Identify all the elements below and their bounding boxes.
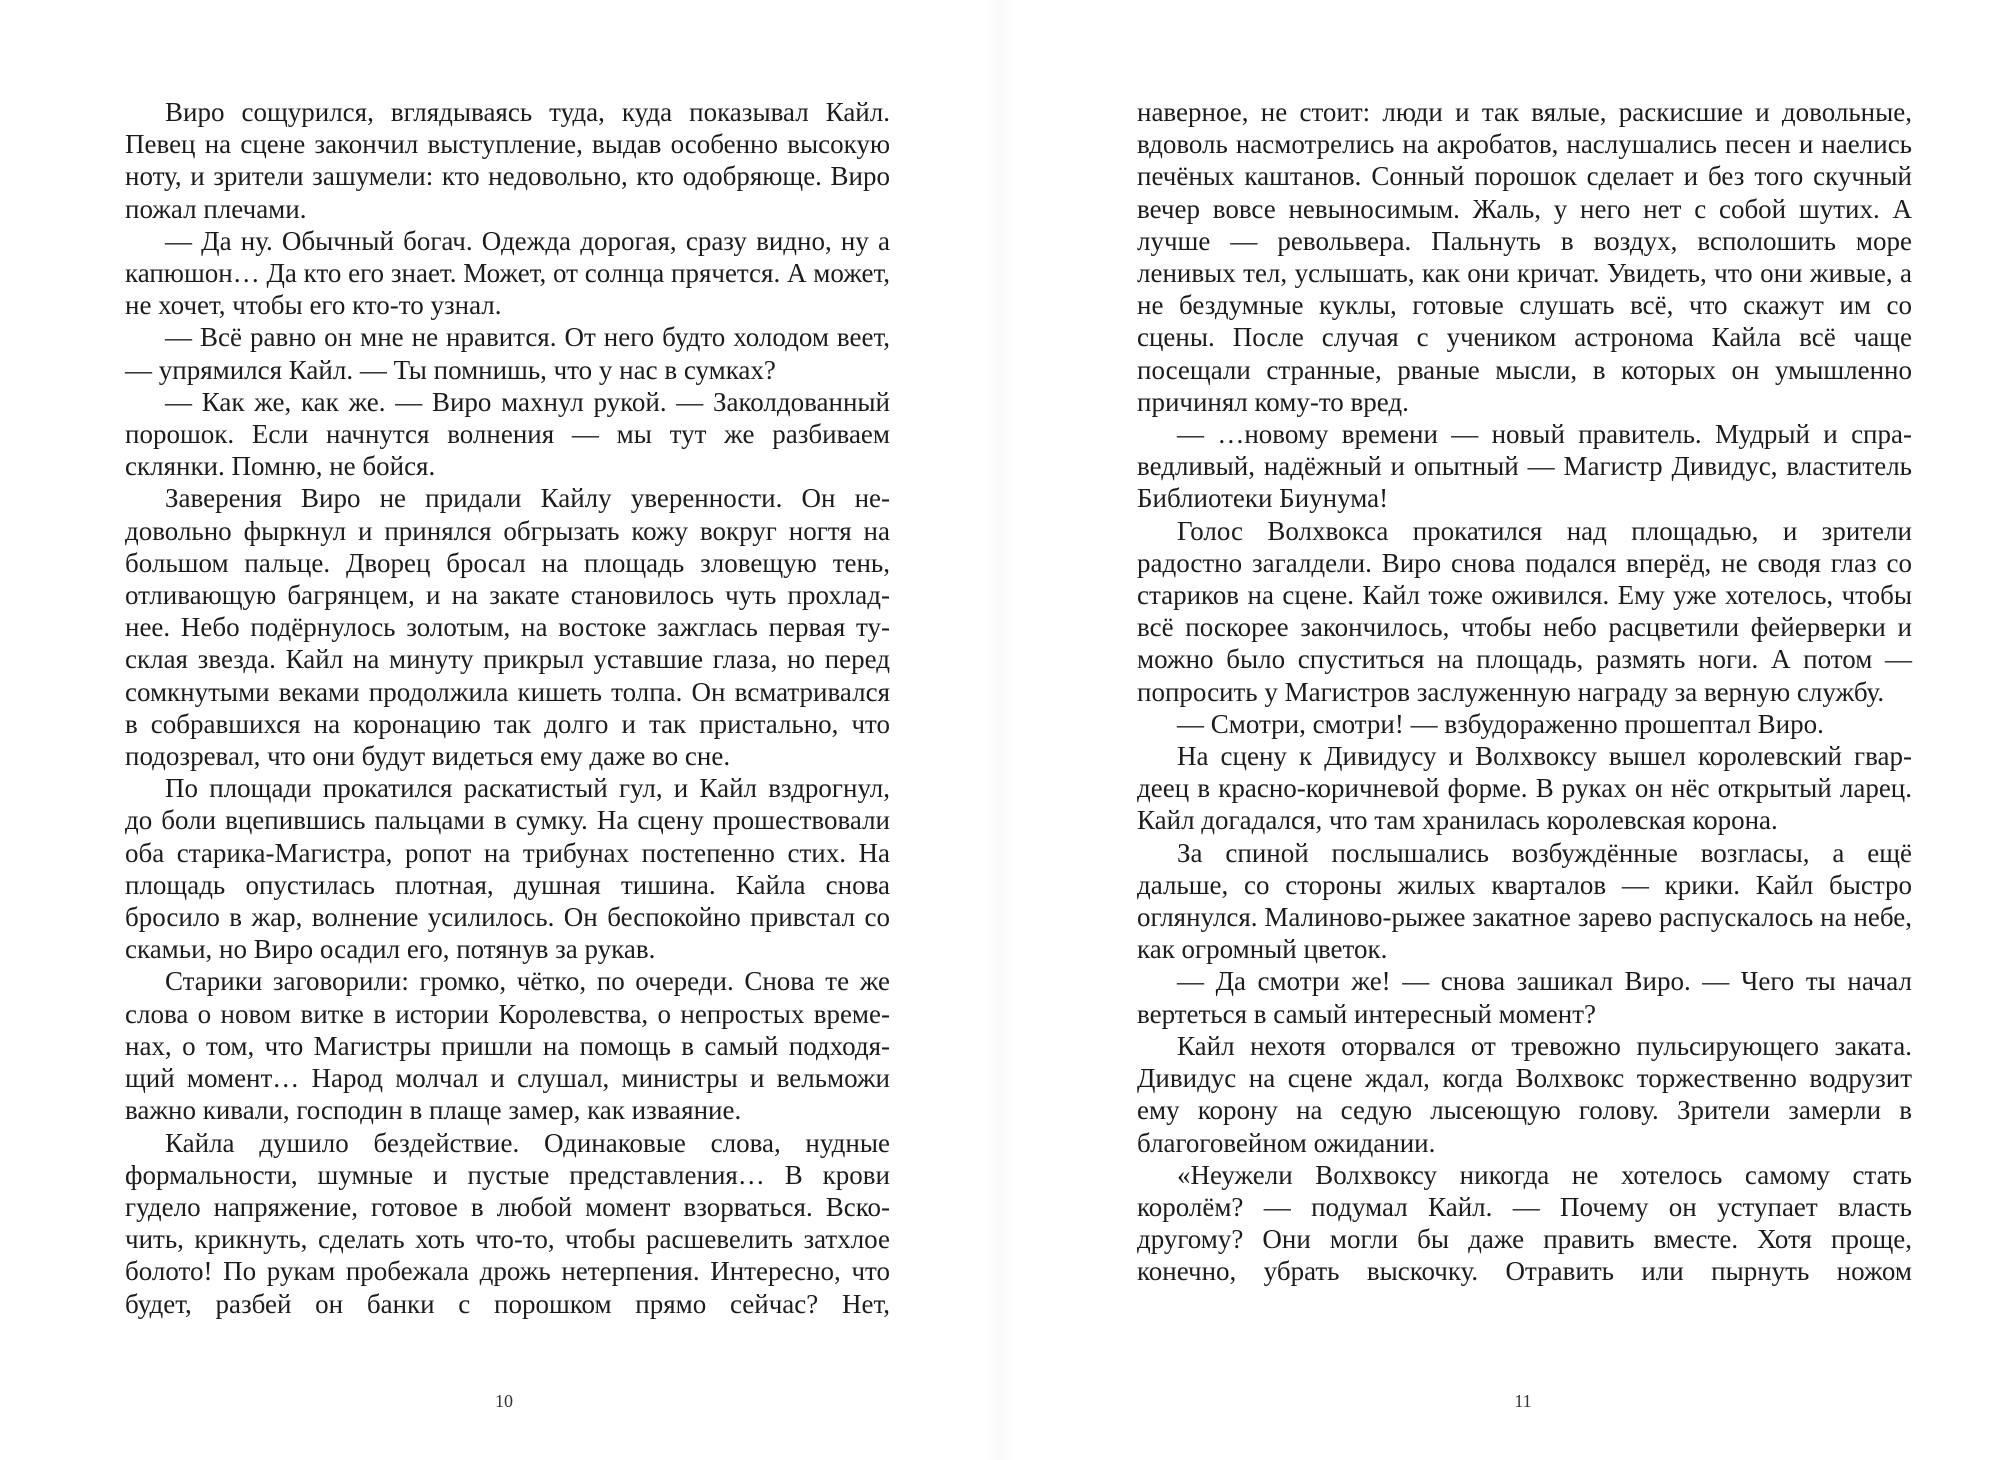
page-number: 10 [495, 1391, 513, 1411]
paragraph: За спиной послышались возбуждённые возгласы, а ещё дальше, со стороны жилых кварталов — крики. Кайл быстро оглянулся. Малиново-рыжее закатное зарево распускалось на небе, как огромный цветок. [1137, 837, 1912, 965]
left-page-text [125, 96, 890, 1320]
paragraph: — Всё равно он мне не нравится. От него будто холодом веет, — упрямился Кайл. — Ты помнишь, что у нас в сумках? [125, 322, 890, 385]
paragraph: На сцену к Дивидусу и Волхвоксу вышел королевский гвардеец в красно-коричневой форме. В руках он нёс открытый ларец. Кайл догадался, что там хранилась королевская корона. [1137, 741, 1912, 836]
paragraph: — …новому времени — новый правитель. Мудрый и справедливый, надёжный и опытный — Магистр Дивидус, властитель Библиотеки Биунума! [1137, 419, 1912, 514]
paragraph: По площади прокатился раскатистый гул, и Кайл вздрогнул, до боли вцепившись пальцами в сумку. На сцену прошествовали оба старика-Магистра, ропот на трибунах постепенно стих. На площадь опустилась плотная, душная тишина. Кайла снова бросило в жар, волнение усилилось. Он беспокойно привстал со скамьи, но Виро осадил его, потянув за рукав. [125, 773, 890, 965]
page-number: 11 [1514, 1391, 1532, 1411]
paragraph: — Да ну. Обычный богач. Одежда дорогая, сразу видно, ну а капюшон… Да кто его знает. Может, от солнца прячется. А может, не хочет, чтобы его кто-то узнал. [125, 225, 890, 321]
right-page [1000, 0, 2000, 1460]
paragraph: — Да смотри же! — снова зашикал Виро. — Чего ты начал вертеться в самый интересный момент? [1137, 966, 1912, 1029]
right-page-text [1137, 96, 1912, 1288]
paragraph: Старики заговорили: громко, чётко, по очереди. Снова те же слова о новом витке в истории Королевства, о непростых временах, о том, что Магистры пришли на помощь в самый подходящий момент… Народ молчал и слушал, министры и вельможи важно кивали, господин в плаще замер, как изваяние. [125, 966, 890, 1126]
paragraph: Виро сощурился, вглядываясь туда, куда показывал Кайл. Певец на сцене закончил выступление, выдав особенно высокую ноту, и зрители зашумели: кто недовольно, кто одобряюще. Виро пожал плечами. [125, 97, 890, 224]
paragraph: «Неужели Волхвоксу никогда не хотелось самому стать королём? — подумал Кайл. — Почему он уступает власть другому? Они могли бы даже править вместе. Хотя проще, конечно, убрать выскочку. Отравить или пырнуть ножом [1137, 1159, 1912, 1287]
paragraph: — Как же, как же. — Виро махнул рукой. — Заколдованный порошок. Если начнутся волнения — мы тут же разбиваем склянки. Помню, не бойся. [125, 386, 890, 482]
paragraph: наверное, не стоит: люди и так вялые, раскисшие и довольные, вдоволь насмотрелись на акробатов, наслушались песен и наелись печёных каштанов. Сонный порошок сделает и без того скучный вечер вовсе невыносимым. Жаль, у него нет с собой шутих. А лучше — револьвера. Пальнуть в воздух, всполошить море ленивых тел, услышать, как они кричат. Увидеть, что они живые, а не бездумные куклы, готовые слушать всё, что скажут им со сцены. После случая с учеником астронома Кайла всё чаще посещали странные, рваные мысли, в которых он умышленно причинял кому-то вред. [1137, 97, 1912, 417]
paragraph: — Смотри, смотри! — взбудораженно прошептал Виро. [1177, 708, 1824, 739]
paragraph: Заверения Виро не придали Кайлу уверенности. Он недовольно фыркнул и принялся обгрызать кожу вокруг ногтя на большом пальце. Дворец бросал на площадь зловещую тень, отливающую багрянцем, и на закате становилось чуть прохладнее. Небо подёрнулось золотым, на востоке зажглась первая тусклая звезда. Кайл на минуту прикрыл уставшие глаза, но перед сомкнутыми веками продолжила кишеть толпа. Он всматривался в собравшихся на коронацию так долго и так пристально, что подозревал, что они будут видеться ему даже во сне. [125, 483, 890, 772]
paragraph: Кайла душило бездействие. Одинаковые слова, нудные формальности, шумные и пустые представления… В крови гудело напряжение, готовое в любой момент взорваться. Вскочить, крикнуть, сделать хоть что-то, чтобы расшевелить затхлое болото! По рукам пробежала дрожь нетерпения. Интересно, что будет, разбей он банки с порошком прямо сейчас? Нет, [125, 1127, 890, 1319]
paragraph: Голос Волхвокса прокатился над площадью, и зрители радостно загалдели. Виро снова подался вперёд, не сводя глаз со стариков на сцене. Кайл тоже оживился. Ему уже хотелось, чтобы всё поскорее закончилось, чтобы небо расцветили фейерверки и можно было спуститься на площадь, размять ноги. А потом — попросить у Магистров заслуженную награду за верную службу. [1137, 515, 1912, 707]
paragraph: Кайл нехотя оторвался от тревожно пульсирующего заката. Дивидус на сцене ждал, когда Волхвокс торжественно водрузит ему корону на седую лысеющую голову. Зрители замерли в благоговейном ожидании. [1137, 1030, 1912, 1158]
